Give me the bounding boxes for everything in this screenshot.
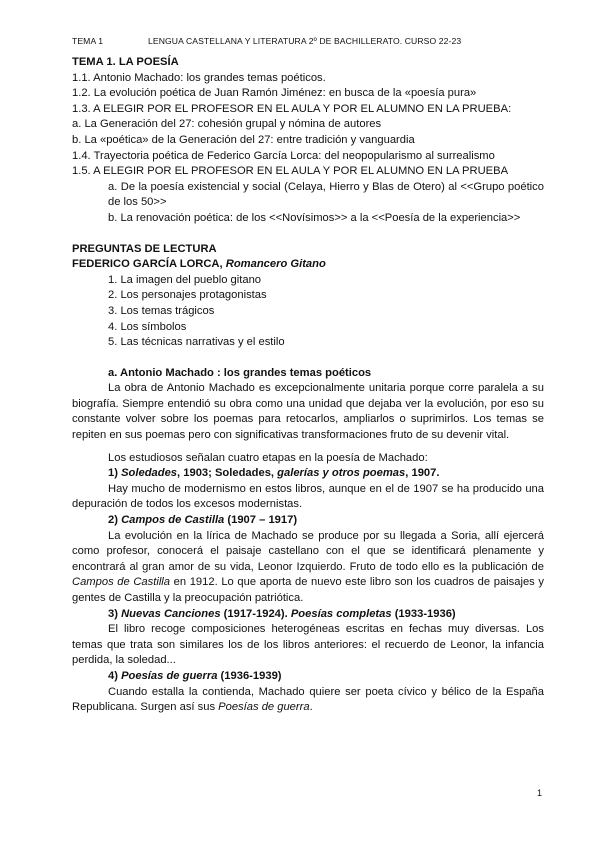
book-title: Campos de Castilla [72,576,171,589]
paragraph: El libro recoge composiciones heterogéneas escritas en fechas muy diversas. Los temas que trata son similares los de los libros anteriores: el recuerdo de Leonor, la infancia perdida, la soledad... [72,623,544,667]
reading-heading: PREGUNTAS DE LECTURA [72,242,217,255]
stage-title: Poesías de guerra [121,669,218,682]
reading-item: 4. Los símbolos [108,320,187,333]
spacer [72,227,544,242]
paragraph: La obra de Antonio Machado es excepcionalmente unitaria porque corre paralela a su biografía. Siempre entendió su obra como una unidad que dejaba ver la evolución, por eso su constante volver sobre los poemas para retocarlos, ampliarlos o suprimirlos. Los temas se repiten en sus poemas pero con significativas transformaciones fruto de su devenir vital. [72,382,544,442]
header-course: LENGUA CASTELLANA Y LITERATURA 2º DE BACHILLERATO. CURSO 22-23 [148,36,462,46]
stage-2-heading [72,513,544,529]
stage-title: Nuevas Canciones [121,607,221,620]
spacer [72,444,544,451]
paragraph [72,529,544,607]
stage-number: 3) [108,607,122,620]
paragraph: Los estudiosos señalan cuatro etapas en la poesía de Machado: [108,451,428,464]
reading-work: Romancero Gitano [225,258,326,271]
stage-text: , 1907. [405,467,440,480]
stage-text: (1917-1924). [220,607,291,620]
index-item-1-2: 1.2. La evolución poética de Juan Ramón Jiménez: en busca de la «poesía pura» [72,87,477,100]
index-item-1-5-a: a. De la poesía existencial y social (Celaya, Hierro y Blas de Otero) al <<Grupo poético de los 50>> [108,180,544,209]
header-tema: TEMA 1 [72,36,104,46]
index-item-1-3-a: a. La Generación del 27: cohesión grupal y nómina de autores [72,118,382,131]
paragraph [72,685,544,716]
index-item-1-5-b: b. La renovación poética: de los <<Novísimos>> a la <<Poesía de la experiencia>> [108,211,521,224]
spacer [72,351,544,366]
paragraph: Hay mucho de modernismo en estos libros, aunque en el de 1907 se ha producido una depuración de todos los excesos modernistas. [72,482,544,511]
index-item-1-5: 1.5. A ELEGIR POR EL PROFESOR EN EL AULA Y POR EL ALUMNO EN LA PRUEBA [72,165,509,178]
stage-title: Poesías completas [290,607,392,620]
stage-title: Soledades [121,467,178,480]
document-title: TEMA 1. LA POESÍA [72,56,179,68]
reading-item: 2. Los personajes protagonistas [108,289,267,302]
stage-title: Campos de Castilla [121,514,225,527]
stage-text: (1936-1939) [217,669,282,682]
paragraph-text: . [309,701,313,714]
reading-author: FEDERICO GARCÍA LORCA, [72,258,226,271]
stage-text: , 1903; Soledades, [177,467,278,480]
reading-item: 5. Las técnicas narrativas y el estilo [108,336,285,349]
index-item-1-1: 1.1. Antonio Machado: los grandes temas poéticos. [72,71,326,84]
stage-4-heading [72,669,544,685]
page-header [72,36,461,46]
reading-author-line [72,257,544,273]
stage-number: 4) [108,669,122,682]
paragraph-text: La evolución en la lírica de Machado se produce por su llegada a Soria, allí ejercerá como profesor, conocerá el paisaje castellano con el que se identificará plenamente y encontrará al gran amor de su vida, Leonor Izquierdo. Fruto de todo ello es la publicación de [72,529,544,573]
document-body [72,55,544,716]
paragraph-text: en 1912. Lo que aporta de nuevo este libro son los cuadros de paisajes y gentes de Castilla y la preocupación patriótica. [72,576,544,604]
index-item-1-4: 1.4. Trayectoria poética de Federico García Lorca: del neopopularismo al surrealismo [72,149,495,162]
stage-number: 2) [108,514,122,527]
reading-item: 3. Los temas trágicos [108,304,215,317]
stage-1-heading [72,466,544,482]
stage-title: galerías y otros poemas [277,467,406,480]
book-title: Poesías de guerra [218,701,310,714]
page-number: 1 [537,788,543,798]
reading-item: 1. La imagen del pueblo gitano [108,273,262,286]
paragraph-text: Cuando estalla la contienda, Machado quiere ser poeta cívico y bélico de la España Republicana. Surgen así sus [72,685,544,714]
stage-number: 1) [108,467,122,480]
stage-text: (1933-1936) [391,607,456,620]
stage-text: (1907 – 1917) [224,514,298,527]
index-item-1-3-b: b. La «poética» de la Generación del 27: entre tradición y vanguardia [72,133,415,146]
section-heading: a. Antonio Machado : los grandes temas poéticos [108,366,372,379]
stage-3-heading [72,607,544,623]
index-item-1-3: 1.3. A ELEGIR POR EL PROFESOR EN EL AULA Y POR EL ALUMNO EN LA PRUEBA: [72,102,512,115]
